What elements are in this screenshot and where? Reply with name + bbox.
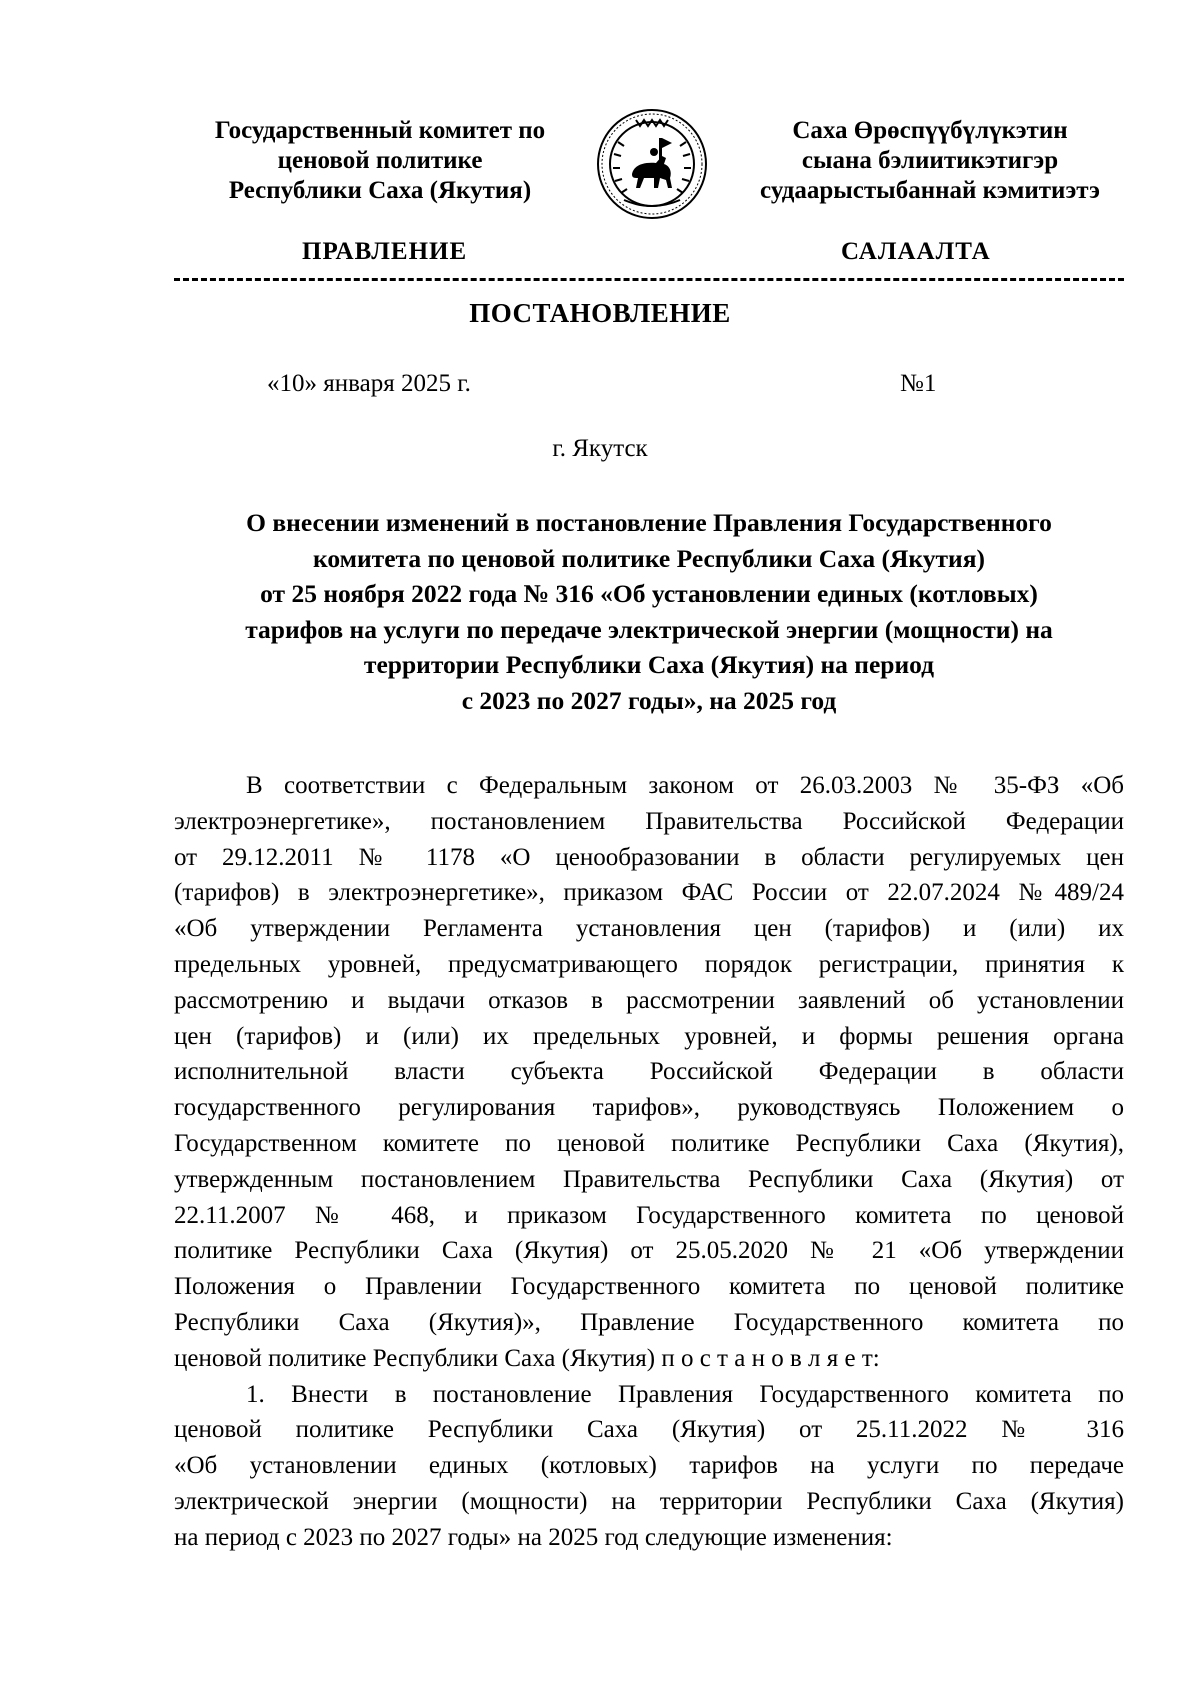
committee-name-sakha <box>740 116 1120 206</box>
body-line: 1. Внести в постановление Правления Государственного комитета по <box>246 1380 1124 1408</box>
body-line: электроэнергетике», постановлением Правительства Российской Федерации <box>174 807 1124 835</box>
body-line: исполнительной власти субъекта Российской Федерации в области <box>174 1058 1124 1086</box>
body-line: (тарифов) в электроэнергетике», приказом ФАС России от 22.07.2024 №489/24 <box>174 879 1124 907</box>
document-number: №1 <box>900 370 937 397</box>
coat-of-arms-emblem-icon <box>596 108 708 220</box>
body-line: утвержденным постановлением Правительства Республики Саха (Якутия) от <box>174 1165 1124 1193</box>
body-line: ценовой политике Республики Саха (Якутия) от 25.11.2022 № 316 <box>174 1416 1124 1444</box>
body-line: Республики Саха (Якутия)», Правление Государственного комитета по <box>174 1308 1124 1336</box>
header-left-line: Республики Саха (Якутия) <box>228 177 532 204</box>
header-left-line: Государственный комитет по <box>214 117 546 144</box>
body-line: на период с 2023 по 2027 годы» на 2025 год следующие изменения: <box>174 1523 893 1551</box>
body-line: Государственном комитете по ценовой политике Республики Саха (Якутия), <box>174 1129 1124 1157</box>
body-line: «Об утверждении Регламента установления цен (тарифов) и (или) их <box>174 915 1124 943</box>
board-label-russian: ПРАВЛЕНИЕ <box>302 238 468 265</box>
header-right-line: Саха Өрөспүүбүлүкэтин <box>792 117 1068 144</box>
committee-name-russian <box>180 116 580 206</box>
body-line: «Об установлении единых (котловых) тарифов на услуги по передаче <box>174 1452 1124 1480</box>
body-line: государственного регулирования тарифов», руководствуясь Положением о <box>174 1094 1124 1122</box>
board-label-sakha: САЛААЛТА <box>841 238 991 265</box>
document-body <box>174 768 1124 1556</box>
body-line: электрической энергии (мощности) на территории Республики Саха (Якутия) <box>174 1487 1124 1515</box>
document-city: г. Якутск <box>552 435 648 462</box>
body-line: В соответствии с Федеральным законом от 26.03.2003 № 35-ФЗ «Об <box>246 772 1124 799</box>
document-title <box>174 505 1124 718</box>
body-line: рассмотрению и выдачи отказов в рассмотрении заявлений об установлении <box>174 986 1124 1014</box>
document-date: «10» января 2025 г. <box>267 370 471 397</box>
title-line: О внесении изменений в постановление Правления Государственного <box>246 508 1052 537</box>
body-line: Положения о Правлении Государственного комитета по ценовой политике <box>174 1273 1124 1301</box>
title-line: комитета по ценовой политике Республики Саха (Якутия) <box>313 543 985 573</box>
header-left-line: ценовой политике <box>277 147 483 174</box>
title-line: от 25 ноября 2022 года № 316 «Об установлении единых (котловых) <box>260 579 1038 608</box>
body-line: цен (тарифов) и (или) их предельных уровней, и формы решения органа <box>174 1022 1124 1050</box>
header-right-line: судаарыстыбаннай кэмитиэтэ <box>760 177 1100 204</box>
body-line: от 29.12.2011 № 1178 «О ценообразовании в области регулируемых цен <box>174 843 1124 871</box>
header-right-line: сыана бэлиитикэтигэр <box>801 147 1059 174</box>
body-line: предельных уровней, предусматривающего порядок регистрации, принятия к <box>174 950 1124 978</box>
title-line: территории Республики Саха (Якутия) на период <box>363 650 935 679</box>
body-line: ценовой политике Республики Саха (Якутия) п о с т а н о в л я е т: <box>174 1344 880 1372</box>
title-line: с 2023 по 2027 годы», на 2025 год <box>461 685 837 715</box>
header-separator <box>174 278 1124 281</box>
title-line: тарифов на услуги по передаче электрической энергии (мощности) на <box>245 614 1053 644</box>
body-line: 22.11.2007 № 468, и приказом Государственного комитета по ценовой <box>174 1201 1124 1229</box>
body-line: политике Республики Саха (Якутия) от 25.05.2020 № 21 «Об утверждении <box>174 1237 1124 1265</box>
document-type: ПОСТАНОВЛЕНИЕ <box>469 298 731 328</box>
